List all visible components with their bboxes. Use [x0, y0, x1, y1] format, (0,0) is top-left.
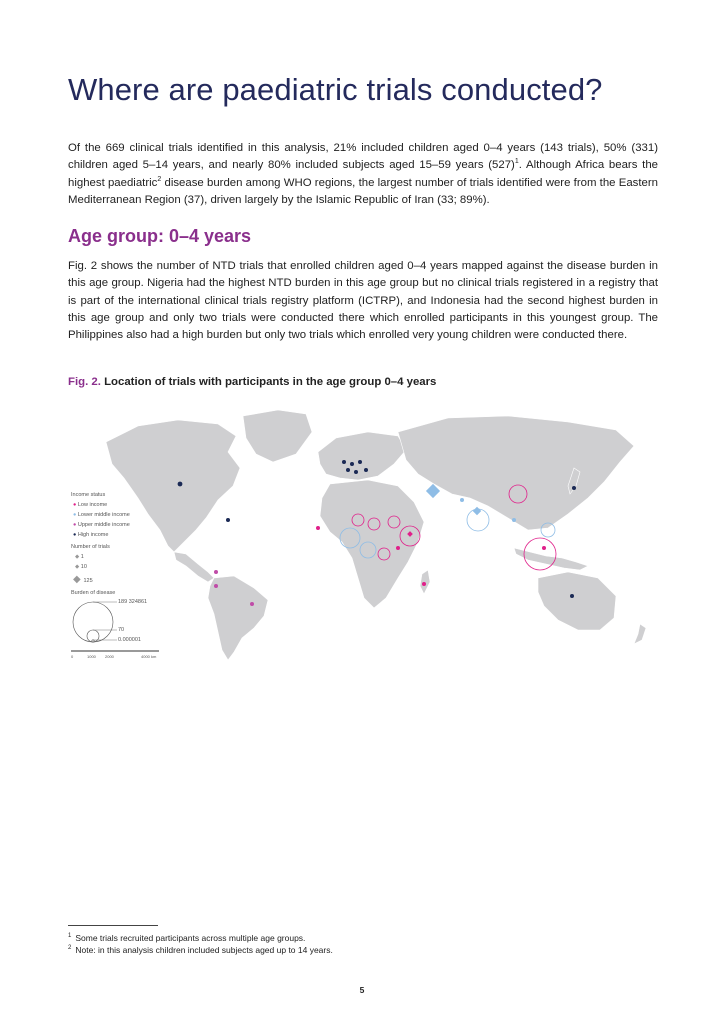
trial-marker-europe[interactable]	[358, 460, 362, 464]
intro-text-2: . Although Africa bears the highest paediatric	[68, 159, 658, 189]
trial-marker-usa[interactable]	[178, 482, 183, 487]
europe	[318, 432, 406, 480]
legend-income-item: ● High income	[73, 532, 109, 538]
new-zealand	[634, 624, 646, 644]
legend-burden-circles	[71, 598, 121, 644]
legend-burden-item: 0.000001	[118, 637, 141, 643]
figure-caption-text: Location of trials with participants in the age group 0–4 years	[100, 376, 437, 388]
trial-marker-colombia[interactable]	[214, 584, 218, 588]
section-subheading: Age group: 0–4 years	[68, 226, 252, 246]
footnote-text: Note: in this analysis children included subjects aged up to 14 years.	[75, 945, 333, 955]
australia	[538, 572, 616, 630]
legend-income-item: ● Lower middle income	[73, 512, 130, 518]
footnote-ref-2[interactable]: 2	[157, 175, 162, 183]
footnote	[68, 933, 305, 943]
footnote-number: 1	[68, 933, 72, 940]
trial-marker-cuba[interactable]	[226, 518, 230, 522]
intro-text-1: Of the 669 clinical trials identified in this analysis, 21% included children aged 0–4 years (143 trials), 50% (331) children aged 5–14 years, and nearly 80% included subjects aged 15–59 years (527)	[68, 142, 658, 172]
north-america	[106, 420, 240, 552]
scale-label: 0	[71, 654, 74, 659]
legend-trials-title: Number of trials	[71, 544, 110, 550]
trial-marker-peru[interactable]	[214, 570, 218, 574]
trial-marker-australia[interactable]	[570, 594, 574, 598]
trial-marker-tanzania[interactable]	[396, 546, 400, 550]
trial-marker-europe[interactable]	[346, 468, 350, 472]
footnote-ref-1[interactable]: 1	[514, 158, 519, 166]
legend-trials-item: ◆ 10	[75, 564, 87, 570]
intro-text-3: disease burden among WHO regions, the largest number of trials identified were from the Eastern Mediterranean Region (37), driven largely by the Islamic Republic of Iran (33; 89%).	[68, 176, 658, 206]
africa	[320, 480, 424, 608]
legend-trials-item: ◆ 125	[73, 574, 93, 585]
trial-marker-india[interactable]	[473, 507, 481, 515]
trial-marker-europe[interactable]	[350, 462, 354, 466]
asia	[398, 416, 634, 530]
footnote-text: Some trials recruited participants across multiple age groups.	[75, 933, 306, 943]
page-number: 5	[359, 985, 365, 995]
footnote-rule	[68, 925, 158, 926]
madagascar	[420, 570, 430, 594]
scale-label: 2000	[105, 654, 114, 659]
footnote	[68, 945, 333, 955]
page-title: Where are paediatric trials conducted?	[68, 72, 603, 107]
legend-income-item: ● Low income	[73, 502, 108, 508]
trial-marker-europe[interactable]	[364, 468, 368, 472]
figure-label: Fig. 2.	[68, 376, 101, 388]
scale-label: 1000	[87, 654, 96, 659]
land-masses	[106, 410, 646, 660]
figure-caption	[68, 376, 436, 388]
scale-bar	[71, 650, 159, 658]
trial-marker-brazil[interactable]	[250, 602, 254, 606]
trial-marker-japan[interactable]	[572, 486, 576, 490]
footnote-number: 2	[68, 945, 72, 952]
trial-marker-pakistan[interactable]	[460, 498, 464, 502]
greenland	[243, 410, 312, 462]
trial-marker-europe[interactable]	[354, 470, 358, 474]
body-paragraph: Fig. 2 shows the number of NTD trials that enrolled children aged 0–4 years mapped against the disease burden in this age group. Nigeria had the highest NTD burden in this age group but no clinical trials registered in a registry that is part of the international clinical trials registry platform (ICTRP), and Indonesia had the second highest burden in this age group and only two trials were conducted there which enrolled participants in this youngest group. The Philippines also had a high burden but only two trials which enrolled very young children were conducted there.	[68, 260, 658, 342]
trial-marker-madagascar[interactable]	[422, 582, 426, 586]
scale-label: 4000 km	[141, 654, 157, 659]
legend-income-item: ● Upper middle income	[73, 522, 130, 528]
south-america	[208, 576, 268, 660]
trial-marker-europe[interactable]	[342, 460, 346, 464]
legend-burden-item: 189 324861	[118, 599, 148, 605]
central-america	[174, 552, 214, 582]
legend-burden-title: Burden of disease	[71, 590, 116, 596]
world-map	[68, 402, 668, 667]
intro-paragraph	[68, 140, 658, 209]
legend-trials-item: ◆ 1	[75, 554, 84, 560]
legend-burden-item: 70	[118, 627, 125, 633]
trial-marker-senegal[interactable]	[316, 526, 320, 530]
legend-income-title: Income status	[71, 492, 106, 498]
trial-marker-thailand[interactable]	[512, 518, 516, 522]
trial-marker-philippines[interactable]	[542, 546, 546, 550]
